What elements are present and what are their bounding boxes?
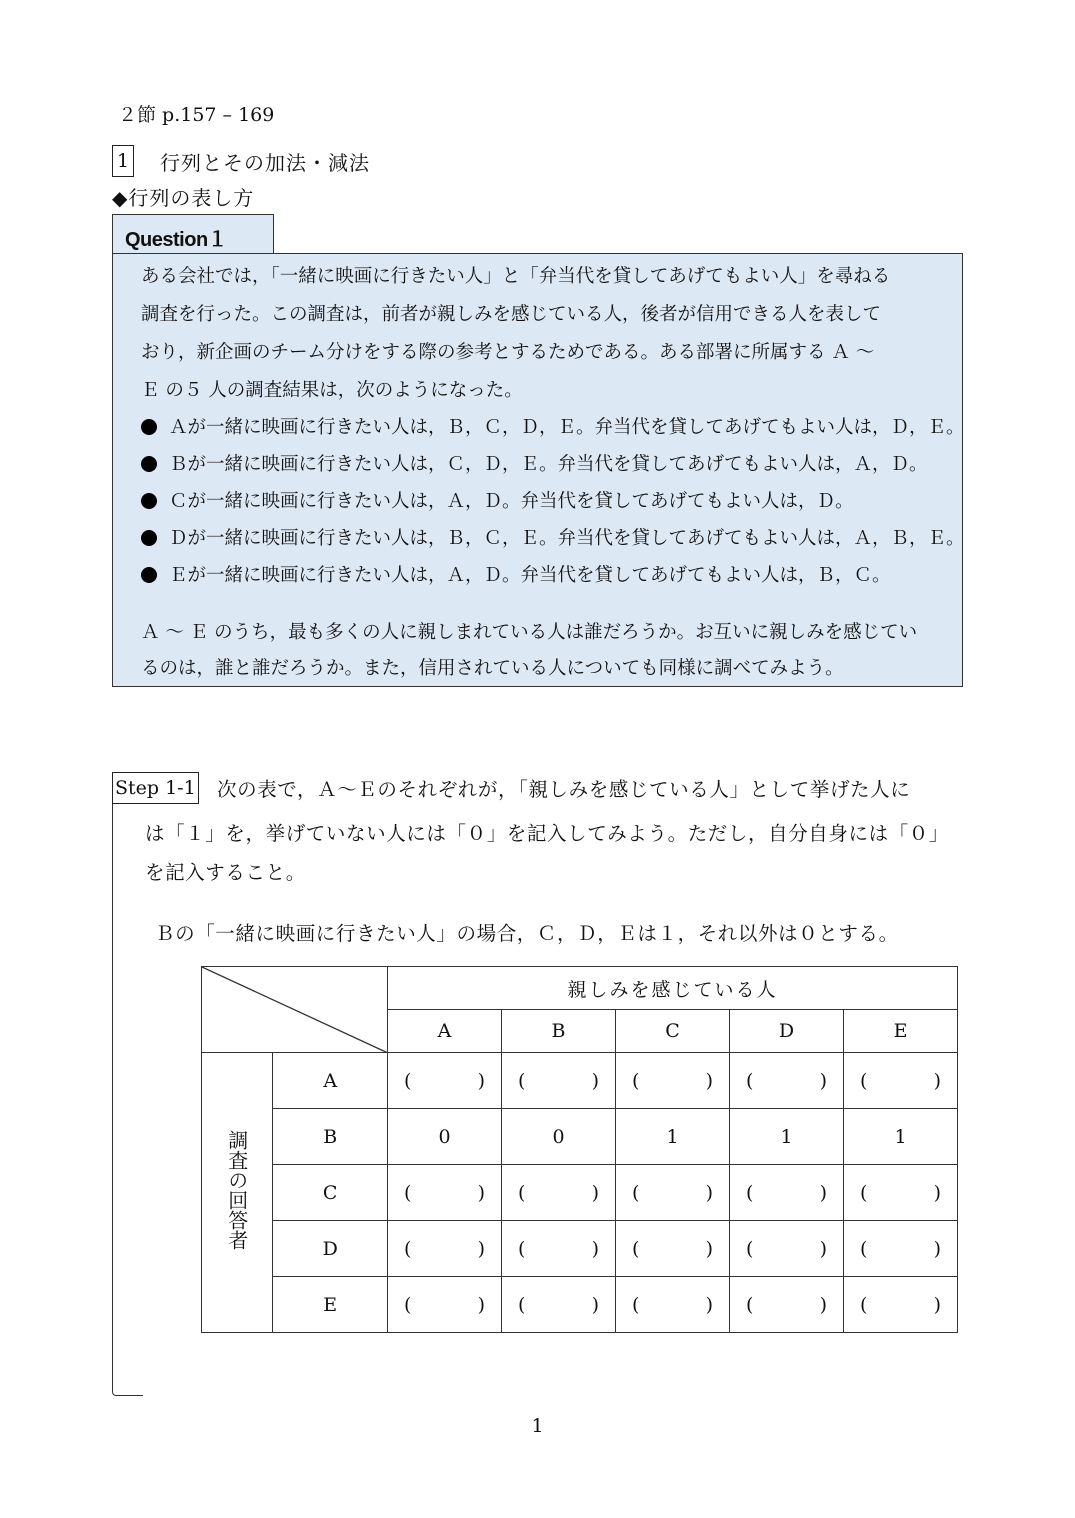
open-paren: ( — [518, 1181, 526, 1204]
open-paren: ( — [632, 1069, 640, 1092]
table-row — [202, 1221, 958, 1277]
answer-blank-cell[interactable] — [616, 1277, 730, 1333]
open-paren: ( — [746, 1069, 754, 1092]
open-paren: ( — [404, 1069, 412, 1092]
diagonal-line — [202, 967, 388, 1053]
question-bullet-item: Ｅが一緒に映画に行きたい人は，Ａ，Ｄ。弁当代を貸してあげてもよい人は，Ｂ，Ｃ。 — [141, 561, 891, 587]
open-paren: ( — [632, 1293, 640, 1316]
row-group-header-text: 調査の回答者 — [224, 1130, 249, 1250]
open-paren: ( — [746, 1293, 754, 1316]
question-bullet-item: Ｄが一緒に映画に行きたい人は，Ｂ，Ｃ，Ｅ。弁当代を貸してあげてもよい人は，Ａ，Ｂ，Ｅ。 — [141, 524, 965, 550]
open-paren: ( — [404, 1237, 412, 1260]
column-header: E — [844, 1010, 958, 1053]
question-bullet-item: Ｂが一緒に映画に行きたい人は，Ｃ，Ｄ，Ｅ。弁当代を貸してあげてもよい人は，Ａ，Ｄ。 — [141, 450, 928, 476]
answer-blank-cell[interactable] — [616, 1221, 730, 1277]
step-tag: Step 1-1 — [112, 772, 199, 804]
column-group-header: 親しみを感じている人 — [388, 967, 958, 1010]
answer-blank-cell[interactable] — [388, 1277, 502, 1333]
filled-cell: 0 — [502, 1109, 616, 1165]
row-label: E — [273, 1277, 388, 1333]
answer-blank-cell[interactable] — [730, 1165, 844, 1221]
filled-cell: 1 — [844, 1109, 958, 1165]
open-paren: ( — [746, 1237, 754, 1260]
question-bullet-item: Ｃが一緒に映画に行きたい人は，Ａ，Ｄ。弁当代を貸してあげてもよい人は，Ｄ。 — [141, 487, 854, 513]
close-paren: ) — [705, 1069, 713, 1092]
close-paren: ) — [819, 1181, 827, 1204]
matrix-table — [201, 966, 958, 1333]
answer-blank-cell[interactable] — [730, 1221, 844, 1277]
answer-blank-cell[interactable] — [388, 1221, 502, 1277]
column-header: A — [388, 1010, 502, 1053]
question-closing-line: るのは，誰と誰だろうか。また，信用されている人についても同様に調べてみよう。 — [141, 658, 844, 679]
close-paren: ) — [933, 1293, 941, 1316]
question-box — [112, 253, 963, 687]
section-reference: ２節 p.157 – 169 — [118, 104, 275, 126]
answer-blank-cell[interactable] — [502, 1053, 616, 1109]
step-instruction-line: を記入すること。 — [145, 861, 306, 884]
close-paren: ) — [591, 1069, 599, 1092]
row-label: B — [273, 1109, 388, 1165]
answer-blank-cell[interactable] — [388, 1165, 502, 1221]
answer-blank-cell[interactable] — [730, 1277, 844, 1333]
bullet-icon — [141, 567, 157, 583]
step-example: Ｂの「一緒に映画に行きたい人」の場合，Ｃ，Ｄ，Ｅは１，それ以外は０とする。 — [155, 922, 899, 945]
question-label: Question１ — [125, 229, 228, 251]
bullet-icon — [141, 493, 157, 509]
answer-blank-cell[interactable] — [844, 1053, 958, 1109]
open-paren: ( — [518, 1237, 526, 1260]
open-paren: ( — [860, 1237, 868, 1260]
close-paren: ) — [819, 1293, 827, 1316]
answer-blank-cell[interactable] — [502, 1221, 616, 1277]
open-paren: ( — [632, 1237, 640, 1260]
close-paren: ) — [705, 1181, 713, 1204]
filled-cell: 1 — [730, 1109, 844, 1165]
answer-blank-cell[interactable] — [616, 1053, 730, 1109]
close-paren: ) — [591, 1181, 599, 1204]
answer-blank-cell[interactable] — [616, 1165, 730, 1221]
open-paren: ( — [860, 1069, 868, 1092]
question-intro-line: Ｅ の５ 人の調査結果は，次のようになった。 — [141, 380, 523, 401]
close-paren: ) — [933, 1237, 941, 1260]
close-paren: ) — [819, 1069, 827, 1092]
column-header: D — [730, 1010, 844, 1053]
filled-cell: 0 — [388, 1109, 502, 1165]
question-closing-line: Ａ ～ Ｅ のうち，最も多くの人に親しまれている人は誰だろうか。お互いに親しみを感じてい — [141, 622, 918, 643]
diagonal-corner-cell — [202, 967, 388, 1053]
table-row — [202, 1109, 958, 1165]
answer-blank-cell[interactable] — [502, 1165, 616, 1221]
question-bullet-item: Ａが一緒に映画に行きたい人は，Ｂ，Ｃ，Ｄ，Ｅ。弁当代を貸してあげてもよい人は，Ｄ，Ｅ。 — [141, 413, 965, 439]
close-paren: ) — [591, 1293, 599, 1316]
answer-blank-cell[interactable] — [502, 1277, 616, 1333]
close-paren: ) — [477, 1293, 485, 1316]
close-paren: ) — [477, 1181, 485, 1204]
open-paren: ( — [404, 1181, 412, 1204]
answer-blank-cell[interactable] — [844, 1277, 958, 1333]
close-paren: ) — [591, 1237, 599, 1260]
close-paren: ) — [477, 1069, 485, 1092]
bullet-icon — [141, 419, 157, 435]
close-paren: ) — [705, 1237, 713, 1260]
bullet-icon — [141, 530, 157, 546]
answer-blank-cell[interactable] — [844, 1221, 958, 1277]
table-row — [202, 1165, 958, 1221]
row-label: A — [273, 1053, 388, 1109]
close-paren: ) — [477, 1237, 485, 1260]
open-paren: ( — [860, 1181, 868, 1204]
question-intro-line: 調査を行った。この調査は，前者が親しみを感じている人，後者が信用できる人を表して — [141, 304, 882, 325]
open-paren: ( — [404, 1293, 412, 1316]
table-row — [202, 1277, 958, 1333]
row-group-header — [202, 1053, 273, 1333]
column-header: B — [502, 1010, 616, 1053]
answer-blank-cell[interactable] — [388, 1053, 502, 1109]
row-label: D — [273, 1221, 388, 1277]
open-paren: ( — [632, 1181, 640, 1204]
open-paren: ( — [860, 1293, 868, 1316]
question-intro-line: ある会社では，「一緒に映画に行きたい人」と「弁当代を貸してあげてもよい人」を尋ねる — [141, 266, 891, 287]
section-number-box: 1 — [112, 145, 134, 177]
close-paren: ) — [819, 1237, 827, 1260]
section-title: 行列とその加法・減法 — [160, 151, 370, 175]
page-number: 1 — [531, 1415, 544, 1437]
question-intro-line: おり，新企画のチーム分けをする際の参考とするためである。ある部署に所属する Ａ ～ — [141, 342, 875, 363]
table-row — [202, 1053, 958, 1109]
step-instruction-line: は「１」を，挙げていない人には「０」を記入してみよう。ただし，自分自身には「０」 — [145, 822, 950, 845]
answer-blank-cell[interactable] — [844, 1165, 958, 1221]
column-header: C — [616, 1010, 730, 1053]
step-instruction-line: 次の表で，Ａ～Ｅのそれぞれが，「親しみを感じている人」として挙げた人に — [217, 778, 911, 801]
close-paren: ) — [705, 1293, 713, 1316]
open-paren: ( — [518, 1069, 526, 1092]
step-bracket — [112, 798, 143, 1396]
bullet-icon — [141, 456, 157, 472]
close-paren: ) — [933, 1069, 941, 1092]
open-paren: ( — [518, 1293, 526, 1316]
subsection-title: ◆行列の表し方 — [112, 186, 255, 210]
question-tab — [112, 214, 274, 253]
close-paren: ) — [933, 1181, 941, 1204]
row-label: C — [273, 1165, 388, 1221]
open-paren: ( — [746, 1181, 754, 1204]
filled-cell: 1 — [616, 1109, 730, 1165]
answer-blank-cell[interactable] — [730, 1053, 844, 1109]
